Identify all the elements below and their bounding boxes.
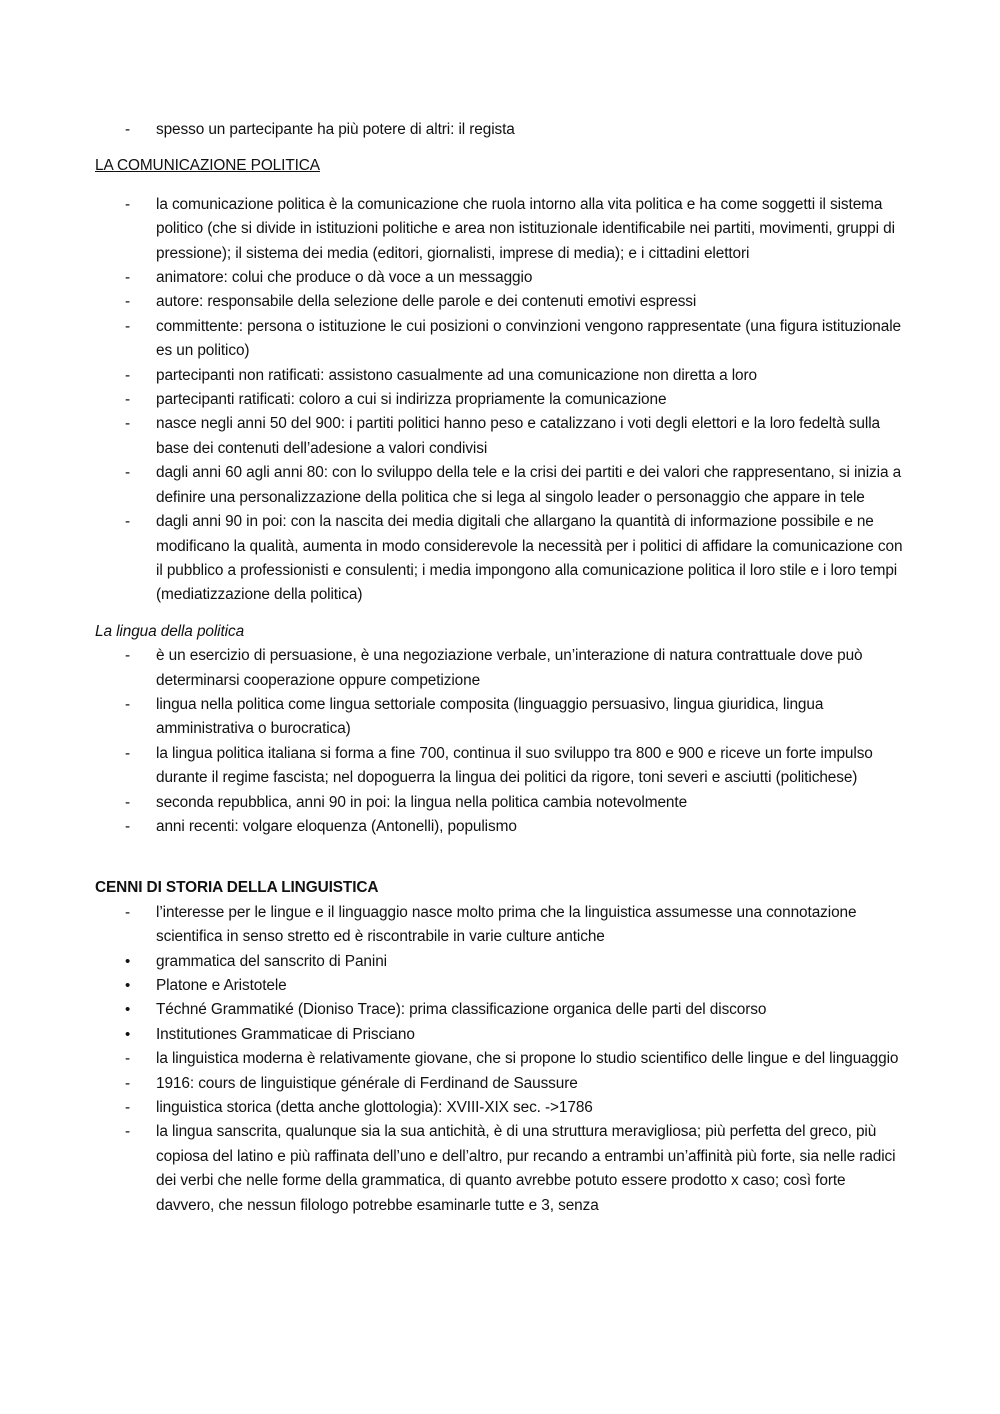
dash-marker: - [125, 793, 131, 811]
list-item [95, 1047, 905, 1071]
list-item [95, 950, 905, 974]
dash-marker: - [125, 293, 131, 311]
list-item-text: la comunicazione politica è la comunicazione che ruola intorno alla vita politica e ha come soggetti il sistema politico (che si divide in istituzioni politiche e area non istituzionale identificabile nei partiti, movimenti, gruppi di pressione); il sistema dei media (editori, giornalisti, imprese di media); e i cittadini elettori [156, 195, 895, 262]
comunicazione-list [95, 193, 905, 608]
lingua-list [95, 644, 905, 839]
list-item-text: lingua nella politica come lingua settoriale composita (linguaggio persuasivo, lingua giuridica, lingua amministrativa o burocratica) [156, 695, 824, 738]
list-item [95, 1023, 905, 1047]
bullet-marker: • [125, 1025, 131, 1043]
list-item-text: autore: responsabile della selezione delle parole e dei contenuti emotivi espressi [156, 293, 697, 311]
list-item [95, 510, 905, 608]
list-item [95, 791, 905, 815]
dash-marker: - [125, 695, 131, 713]
list-item [95, 364, 905, 388]
dash-marker: - [125, 464, 131, 482]
list-item [95, 461, 905, 510]
list-item-text: nasce negli anni 50 del 900: i partiti politici hanno peso e catalizzano i voti degli elettori e la loro fedeltà sulla base dei contenuti dell’adesione a valori condivisi [156, 415, 880, 457]
list-item-text: 1916: cours de linguistique générale di Ferdinand de Saussure [156, 1074, 578, 1092]
bullet-marker: • [125, 1001, 131, 1019]
dash-marker: - [125, 1123, 131, 1141]
list-item-text: seconda repubblica, anni 90 in poi: la lingua nella politica cambia notevolmente [156, 793, 688, 811]
list-item [95, 998, 905, 1022]
list-item [95, 290, 905, 314]
list-item [95, 315, 905, 364]
list-item-text: l’interesse per le lingue e il linguaggio nasce molto prima che la linguistica assumesse una connotazione scientifica in senso stretto ed è riscontrabile in varie culture antiche [156, 903, 857, 946]
list-item [95, 742, 905, 791]
list-item [95, 118, 905, 142]
dash-marker: - [125, 391, 131, 409]
dash-marker: - [125, 366, 131, 384]
list-item-text: animatore: colui che produce o dà voce a un messaggio [156, 269, 533, 287]
list-item-text: linguistica storica (detta anche glottologia): XVIII-XIX sec. ->1786 [156, 1099, 593, 1117]
dash-marker: - [125, 1099, 131, 1117]
list-item-text: dagli anni 60 agli anni 80: con lo sviluppo della tele e la crisi dei partiti e dei valori che rappresentano, si inizia a definire una personalizzazione della politica che si lega al singolo leader o personaggio che appare in tele [156, 464, 902, 506]
list-item-text: la lingua politica italiana si forma a fine 700, continua il suo sviluppo tra 800 e 900 e riceve un forte impulso durante il regime fascista; nel dopoguerra la lingua dei politici da rigore, toni severi e asciutti (politichese) [156, 744, 873, 787]
dash-marker: - [125, 647, 131, 665]
list-item [95, 815, 905, 839]
list-item [95, 1096, 905, 1120]
dash-marker: - [125, 513, 131, 531]
section-heading-comunicazione: LA COMUNICAZIONE POLITICA [95, 157, 320, 175]
list-item [95, 693, 905, 742]
bullet-marker: • [125, 977, 131, 994]
list-item-text: Platone e Aristotele [156, 977, 287, 994]
dash-marker: - [125, 415, 131, 433]
dash-marker: - [125, 195, 131, 213]
bullet-marker: • [125, 952, 131, 970]
document-body [95, 118, 905, 1218]
dash-marker: - [125, 1074, 131, 1092]
dash-marker: - [125, 744, 131, 762]
storia-list [95, 901, 905, 1218]
list-item-text: la lingua sanscrita, qualunque sia la sua antichità, è di una struttura meravigliosa; più perfetta del greco, più copiosa del latino e più raffinata dell’uno e dell’altro, pur recando a entrambi un’affinità più forte, sia nelle radici dei verbi che nelle forme della grammatica, di quanto avrebbe potuto essere prodotto x caso; così forte davvero, che nessun filologo potrebbe esaminarle tutte e 3, senza [156, 1123, 896, 1214]
list-item-text: Institutiones Grammaticae di Prisciano [156, 1025, 415, 1043]
list-item-text: partecipanti ratificati: coloro a cui si indirizza propriamente la comunicazione [156, 391, 667, 409]
dash-marker: - [125, 817, 131, 835]
dash-marker: - [125, 269, 131, 287]
list-item-text: la linguistica moderna è relativamente giovane, che si propone lo studio scientifico delle lingue e del linguaggio [156, 1050, 899, 1068]
dash-marker: - [125, 1050, 131, 1068]
list-item [95, 412, 905, 461]
dash-marker: - [125, 121, 131, 138]
section-heading-lingua: La lingua della politica [95, 622, 245, 640]
list-item [95, 388, 905, 412]
list-item [95, 193, 905, 266]
list-item [95, 901, 905, 950]
list-item-text: committente: persona o istituzione le cui posizioni o convinzioni vengono rappresentate (una figura istituzionale es un politico) [156, 317, 901, 360]
dash-marker: - [125, 903, 131, 921]
list-item-text: spesso un partecipante ha più potere di altri: il regista [156, 121, 515, 138]
list-item-text: partecipanti non ratificati: assistono casualmente ad una comunicazione non diretta a loro [156, 366, 758, 384]
list-item [95, 266, 905, 290]
list-item-text: è un esercizio di persuasione, è una negoziazione verbale, un’interazione di natura contrattuale dove può determinarsi cooperazione oppure competizione [156, 647, 863, 689]
list-item [95, 974, 905, 998]
list-item [95, 1120, 905, 1218]
list-item [95, 1072, 905, 1096]
list-item-text: Téchné Grammatiké (Dioniso Trace): prima classificazione organica delle parti del discorso [156, 1001, 767, 1019]
list-item [95, 644, 905, 693]
dash-marker: - [125, 317, 131, 335]
section-heading-storia: CENNI DI STORIA DELLA LINGUISTICA [95, 879, 379, 897]
list-item-text: dagli anni 90 in poi: con la nascita dei media digitali che allargano la quantità di informazione possibile e ne modificano la qualità, aumenta in modo considerevole la necessità per i politici di affidare la comunicazione con il pubblico a professionisti e consulenti; i media impongono alla comunicazione politica il loro stile e i loro tempi (mediatizzazione della politica) [156, 513, 903, 604]
intro-list [95, 118, 905, 142]
list-item-text: anni recenti: volgare eloquenza (Antonelli), populismo [156, 817, 517, 835]
list-item-text: grammatica del sanscrito di Panini [156, 952, 387, 970]
